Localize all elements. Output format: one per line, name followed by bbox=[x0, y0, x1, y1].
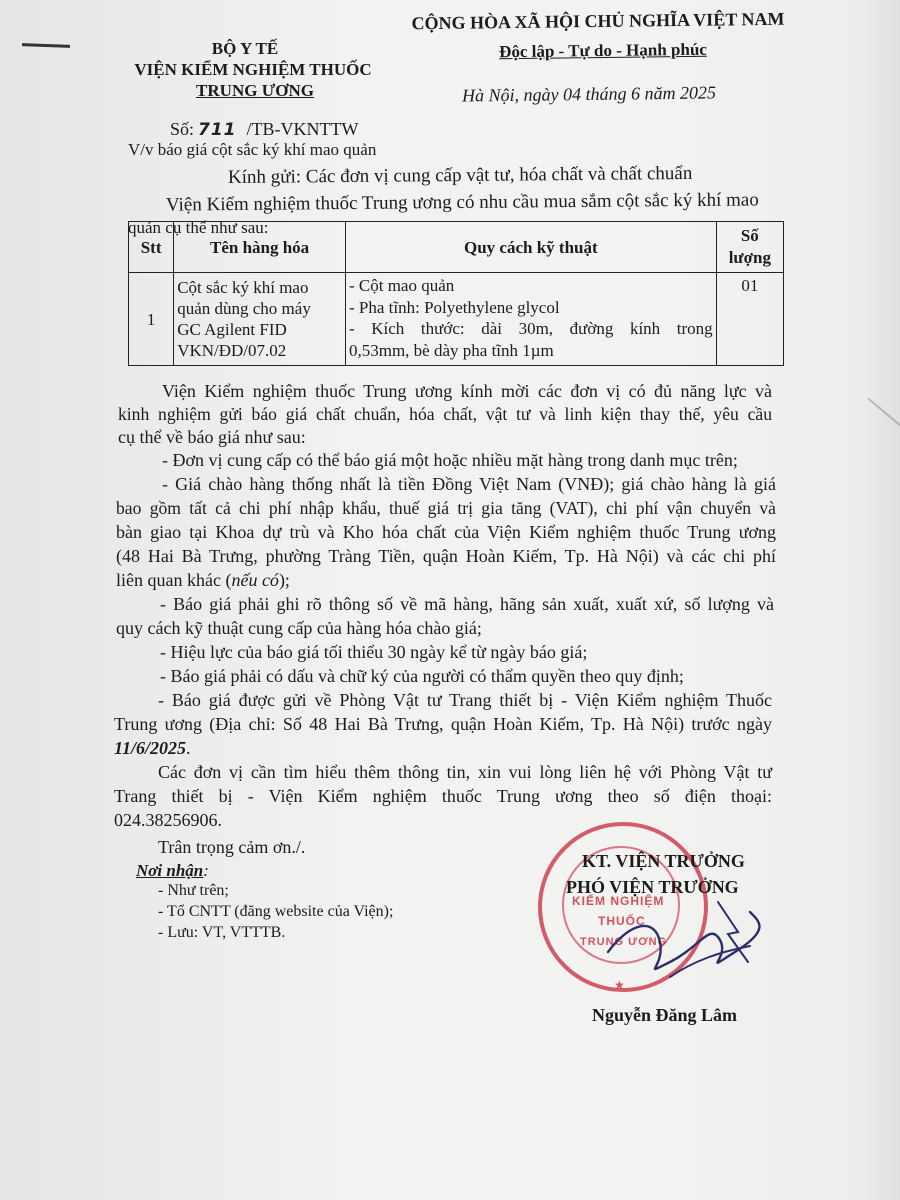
para1-line3: cụ thể về báo giá như sau: bbox=[118, 427, 306, 447]
place-date: Hà Nội, ngày 04 tháng 6 năm 2025 bbox=[461, 82, 717, 106]
header-qty bbox=[716, 222, 783, 273]
institute-name-line1: VIỆN KIỂM NGHIỆM THUỐC bbox=[134, 60, 372, 79]
recipient-item: - Lưu: VT, VTTTB. bbox=[158, 924, 286, 941]
row-spec-line: - Cột mao quản bbox=[348, 276, 455, 295]
row-spec-line: 0,53mm, bè dày pha tĩnh 1µm bbox=[348, 340, 554, 360]
row-spec-line: - Pha tĩnh: Polyethylene glycol bbox=[348, 297, 560, 317]
bullet-5: - Báo giá phải có dấu và chữ ký của người có thẩm quyền theo quy định; bbox=[160, 666, 684, 686]
bullet-3-line2: quy cách kỹ thuật cung cấp của hàng hóa chào giá; bbox=[116, 618, 482, 638]
recipient-item: - Tổ CNTT (đăng website của Viện); bbox=[158, 903, 394, 920]
seal-text-line: THUỐC bbox=[598, 914, 646, 928]
signature-title-2: PHÓ VIỆN TRƯỞNG bbox=[566, 877, 739, 897]
header-name: Tên hàng hóa bbox=[174, 222, 346, 273]
row-name-line: VKN/ĐD/07.02 bbox=[177, 341, 287, 360]
bullet-4: - Hiệu lực của báo giá tối thiểu 30 ngày kể từ ngày báo giá; bbox=[160, 642, 588, 662]
national-motto: Độc lập - Tự do - Hạnh phúc bbox=[498, 39, 708, 62]
subject-line: V/v báo giá cột sắc ký khí mao quản bbox=[128, 140, 377, 159]
seal-text-line: KIỂM NGHIỆM bbox=[572, 894, 665, 908]
bullet-2-line4: (48 Hai Bà Trưng, phường Tràng Tiền, quận Hoàn Kiếm, Tp. Hà Nội) và các chi phí bbox=[116, 546, 776, 566]
header-qty-line1: Số bbox=[740, 226, 759, 245]
recipient-line: Kính gửi: Các đơn vị cung cấp vật tư, hóa chất và chất chuẩn bbox=[227, 162, 693, 189]
seal-star-icon: ★ bbox=[614, 978, 625, 992]
header-stt: Stt bbox=[129, 222, 174, 273]
header-qty-line2: lượng bbox=[728, 248, 771, 267]
row-qty: 01 bbox=[716, 273, 783, 366]
country-name: CỘNG HÒA XÃ HỘI CHỦ NGHĨA VIỆT NAM bbox=[411, 8, 785, 34]
recipients-title bbox=[136, 860, 209, 882]
bullet-2-line3: bàn giao tại Khoa dự trù và Kho hóa chất của Viện Kiểm nghiệm thuốc Trung ương bbox=[116, 522, 776, 542]
table-row bbox=[129, 273, 784, 366]
para1-line1: Viện Kiểm nghiệm thuốc Trung ương kính mời các đơn vị có đủ năng lực và bbox=[162, 381, 772, 401]
bullet-2-line5-end: ); bbox=[278, 570, 290, 590]
handwritten-number: 711 bbox=[198, 120, 237, 140]
bullet-3-line1: - Báo giá phải ghi rõ thông số về mã hàng, hãng sản xuất, xuất xứ, số lượng và bbox=[160, 594, 774, 614]
bullet-2-line5 bbox=[116, 569, 290, 591]
bullet-6-line3 bbox=[114, 737, 191, 759]
table-header-row bbox=[129, 222, 784, 273]
contact-line2: Trang thiết bị - Viện Kiểm nghiệm thuốc Trung ương theo số điện thoại: bbox=[114, 786, 772, 806]
ministry-name: BỘ Y TẾ bbox=[211, 39, 279, 58]
row-spec bbox=[345, 273, 716, 366]
row-name bbox=[174, 273, 346, 366]
bullet-2-line5-start: liên quan khác ( bbox=[116, 570, 232, 590]
number-prefix: Số: bbox=[170, 119, 195, 139]
bullet-2-if-any: nếu có bbox=[231, 570, 279, 590]
row-spec-line: - Kích thước: dài 30m, đường kính trong bbox=[348, 319, 713, 338]
pen-mark bbox=[22, 43, 70, 48]
handwritten-signature bbox=[600, 882, 770, 992]
seal-text-line: TRUNG ƯƠNG bbox=[580, 936, 668, 948]
signer-name: Nguyễn Đăng Lâm bbox=[592, 1005, 738, 1025]
closing-line: Trân trọng cảm ơn./. bbox=[158, 837, 306, 857]
signature-title-1: KT. VIỆN TRƯỞNG bbox=[582, 851, 745, 871]
intro-line-1: Viện Kiểm nghiệm thuốc Trung ương có nhu cầu mua sắm cột sắc ký khí mao bbox=[165, 189, 759, 216]
bullet-1: - Đơn vị cung cấp có thể báo giá một hoặc nhiều mặt hàng trong danh mục trên; bbox=[162, 450, 738, 470]
page-shadow bbox=[860, 0, 900, 1200]
bullet-2-line2: bao gồm tất cả chi phí nhập khẩu, thuế giá trị gia tăng (VAT), chi phí vận chuyển và bbox=[116, 498, 776, 518]
bullet-6-line2: Trung ương (Địa chỉ: Số 48 Hai Bà Trưng, quận Hoàn Kiếm, Tp. Hà Nội) trước ngày bbox=[114, 714, 772, 734]
contact-line1: Các đơn vị cần tìm hiểu thêm thông tin, xin vui lòng liên hệ với Phòng Vật tư bbox=[158, 762, 772, 782]
number-suffix: /TB-VKNTTW bbox=[246, 119, 359, 139]
row-name-line: GC Agilent FID bbox=[177, 320, 287, 339]
bullet-6-line3-end: . bbox=[186, 738, 191, 758]
deadline-date: 11/6/2025 bbox=[114, 738, 187, 758]
row-name-line: quản dùng cho máy bbox=[177, 299, 311, 318]
bullet-2-line1: - Giá chào hàng thống nhất là tiền Đồng Việt Nam (VNĐ); giá chào hàng là giá bbox=[162, 474, 776, 494]
intro-line-2: quản cụ thể như sau: bbox=[128, 218, 269, 237]
recipient-item: - Như trên; bbox=[158, 882, 229, 899]
contact-line3: 024.38256906. bbox=[114, 810, 222, 830]
row-name-line: Cột sắc ký khí mao bbox=[177, 278, 309, 297]
goods-table bbox=[128, 221, 784, 366]
bullet-6-line1: - Báo giá được gửi về Phòng Vật tư Trang thiết bị - Viện Kiểm nghiệm Thuốc bbox=[158, 690, 772, 710]
para1-line2: kinh nghiệm gửi báo giá chất chuẩn, hóa chất, vật tư và linh kiện thay thế, yêu cầu bbox=[118, 404, 772, 424]
institute-name-line2: TRUNG ƯƠNG bbox=[196, 81, 314, 100]
recipients-title-text: Nơi nhận bbox=[136, 861, 204, 880]
row-stt: 1 bbox=[129, 273, 174, 366]
document-number bbox=[170, 118, 359, 141]
recipients-title-colon: : bbox=[203, 861, 209, 880]
header-spec: Quy cách kỹ thuật bbox=[345, 222, 716, 273]
